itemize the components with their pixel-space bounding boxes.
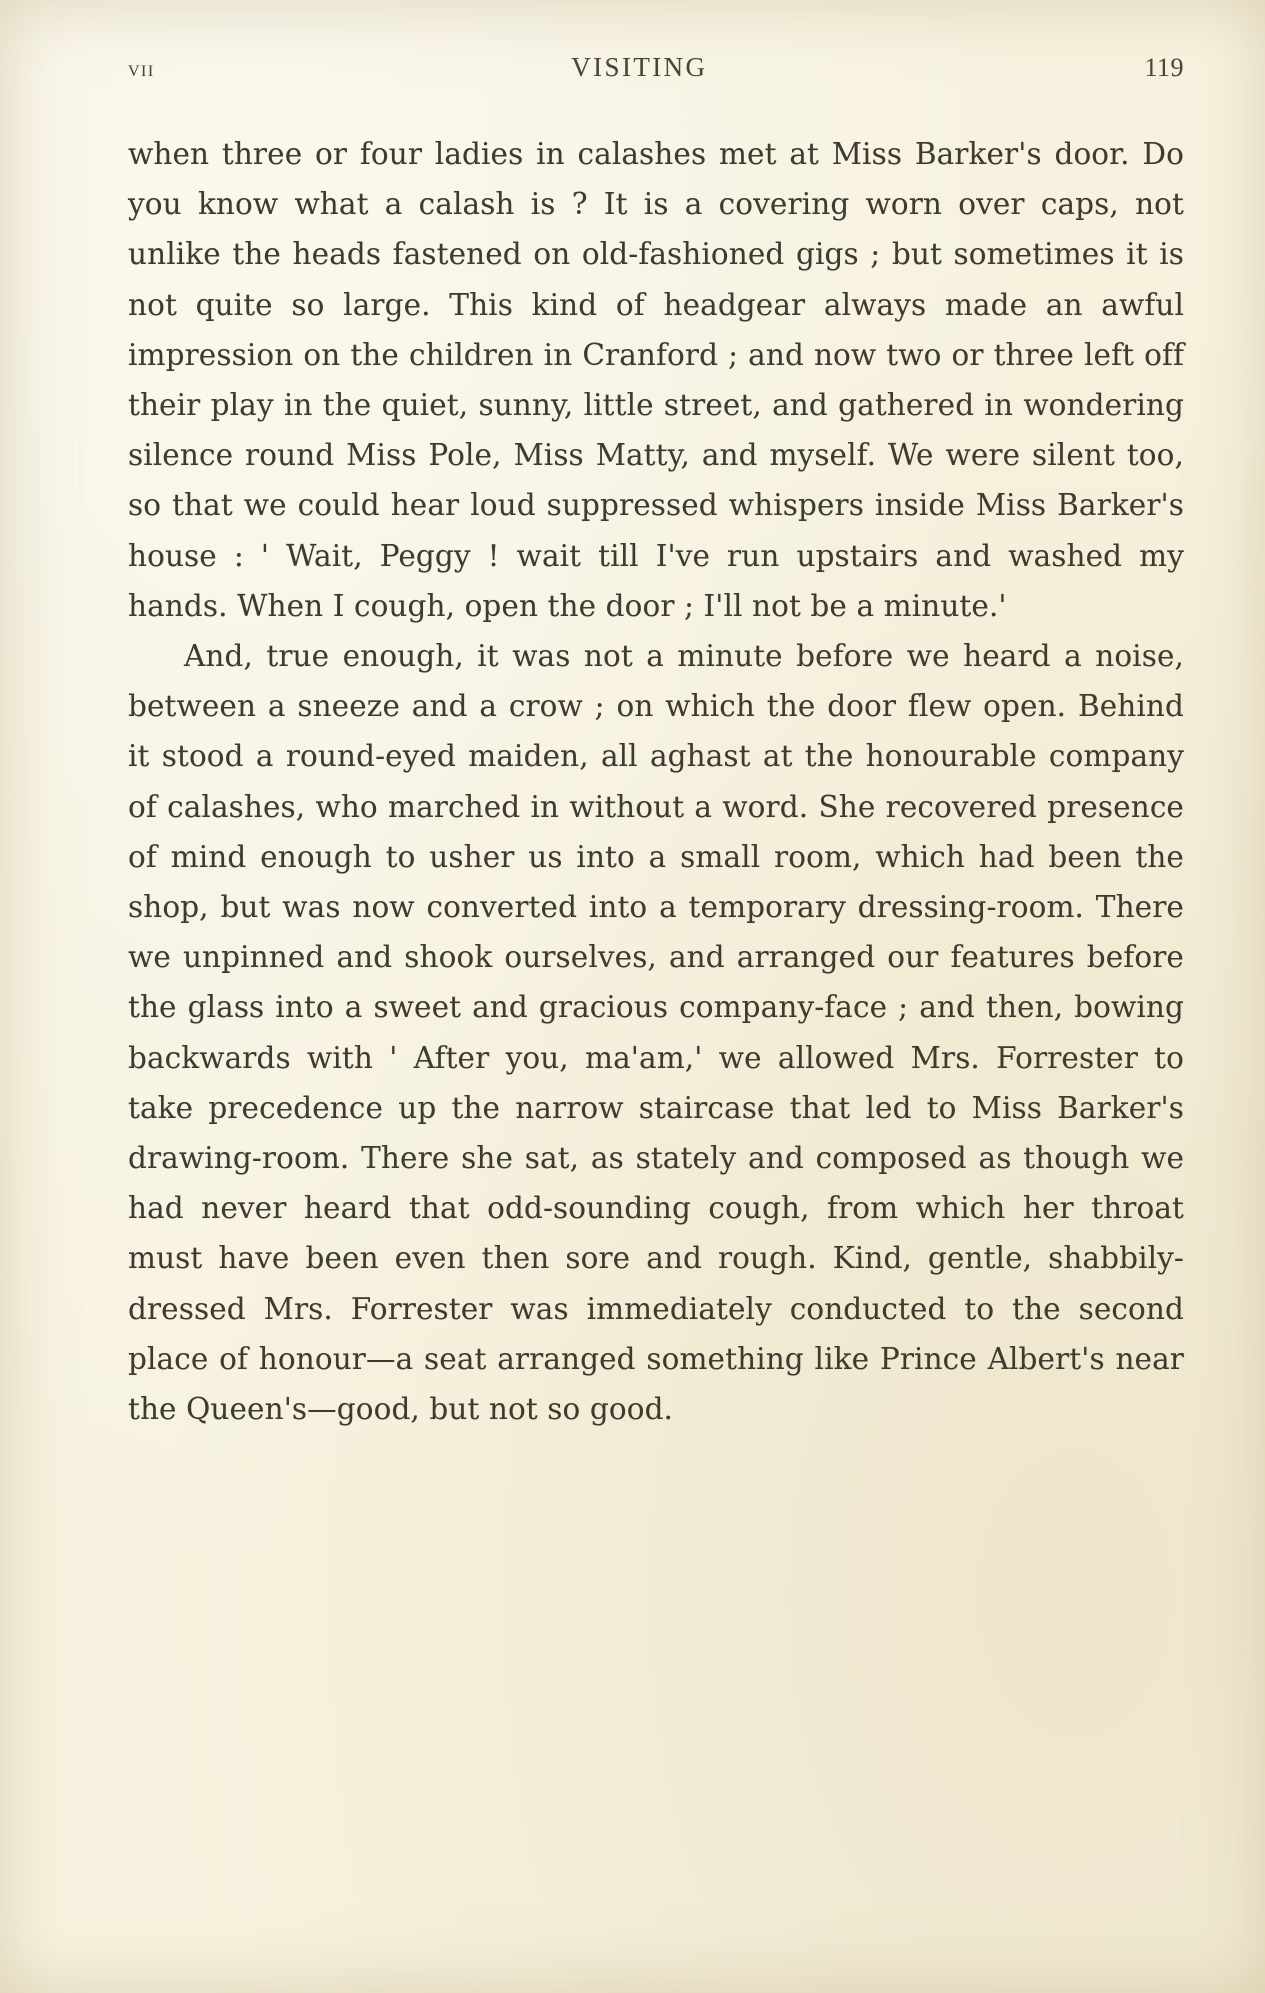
page-number: 119 <box>1144 53 1184 82</box>
page-content <box>128 52 1184 1434</box>
body-text <box>128 129 1184 1434</box>
paragraph-1: when three or four ladies in calashes met at Miss Barker's door. Do you know what a calash is ? It is a covering worn over caps, not unlike the heads fastened on old-fashioned gigs ; but sometimes it is not quite so large. This kind of headgear always made an awful impression on the children in Cranford ; and now two or three left off their play in the quiet, sunny, little street, and gathered in wondering silence round Miss Pole, Miss Matty, and myself. We were silent too, so that we could hear loud suppressed whispers inside Miss Barker's house : ' Wait, Peggy ! wait till I've run upstairs and washed my hands. When I cough, open the door ; I'll not be a minute.' <box>128 137 1184 623</box>
running-head <box>128 52 1184 83</box>
chapter-number: vii <box>128 56 155 81</box>
paragraph-2: And, true enough, it was not a minute before we heard a noise, between a sneeze and a crow ; on which the door flew open. Behind it stood a round-eyed maiden, all aghast at the honourable company of calashes, who marched in without a word. She recovered presence of mind enough to usher us into a small room, which had been the shop, but was now converted into a temporary dressing-room. There we unpinned and shook ourselves, and arranged our features before the glass into a sweet and gracious company-face ; and then, bowing backwards with ' After you, ma'am,' we allowed Mrs. Forrester to take precedence up the narrow staircase that led to Miss Barker's drawing-room. There she sat, as stately and composed as though we had never heard that odd-sounding cough, from which her throat must have been even then sore and rough. Kind, gentle, shabbily-dressed Mrs. Forrester was immediately conducted to the second place of honour—a seat arranged something like Prince Albert's near the Queen's—good, but not so good. <box>128 639 1184 1427</box>
page-title: VISITING <box>571 52 708 82</box>
